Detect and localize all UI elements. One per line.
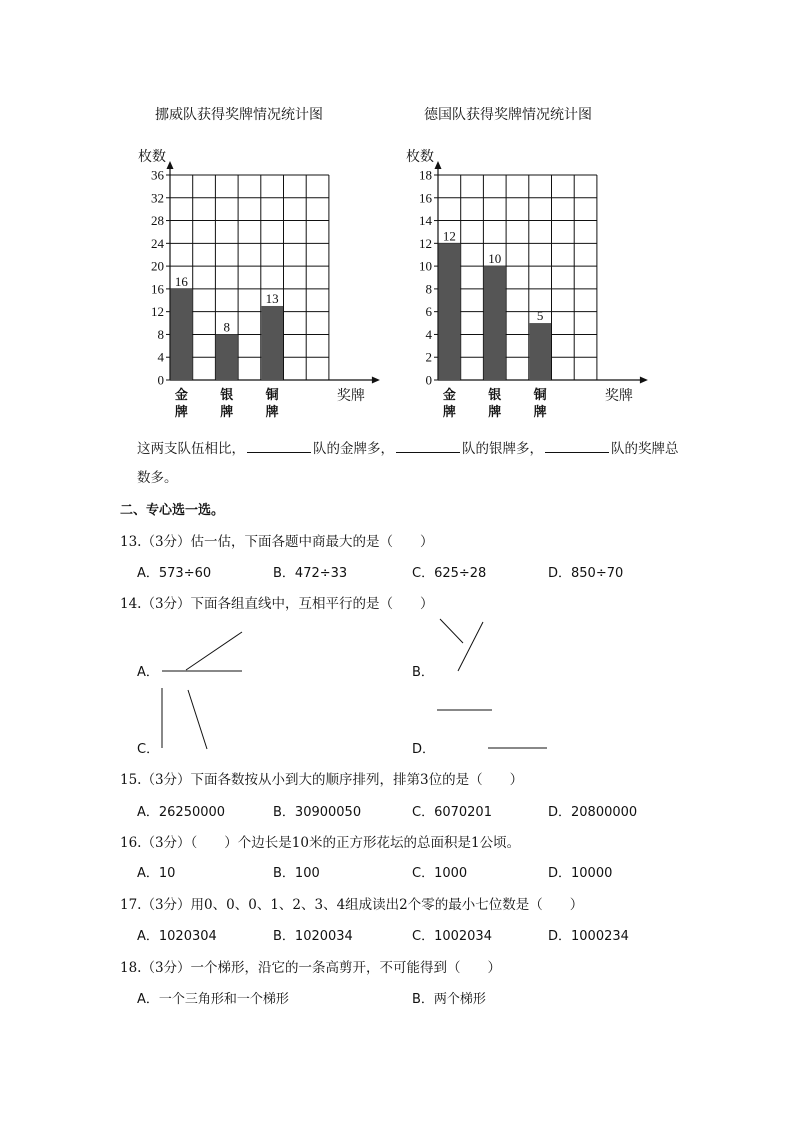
y-tick-label: 18 bbox=[419, 167, 432, 183]
y-axis-label: 枚数 bbox=[406, 150, 434, 165]
category-label: 铜 bbox=[265, 387, 279, 402]
x-axis-label: 奖牌 bbox=[336, 389, 365, 404]
section-title: 二、专心选一选。 bbox=[120, 503, 225, 518]
bar-data-label: 16 bbox=[174, 273, 188, 289]
fill-question-line2: 数多。 bbox=[137, 470, 178, 486]
y-tick-label: 10 bbox=[419, 258, 432, 274]
bar-data-label: 13 bbox=[265, 290, 279, 306]
y-tick-label: 6 bbox=[425, 304, 432, 320]
fill-text-1: 这两支队伍相比， bbox=[137, 441, 245, 457]
y-tick-label: 36 bbox=[151, 167, 164, 183]
bar-data-label: 12 bbox=[442, 228, 456, 244]
q15-option-d[interactable]: D．20800000 bbox=[548, 805, 638, 820]
q15-option-a[interactable]: A．26250000 bbox=[137, 805, 226, 820]
category-label: 银 bbox=[220, 387, 234, 402]
category-label: 牌 bbox=[220, 404, 234, 419]
q17-option-b[interactable]: B．1020034 bbox=[273, 929, 353, 944]
fill-text-3: 队的银牌多， bbox=[462, 441, 543, 457]
q14-b-line-left bbox=[440, 619, 463, 643]
category-label: 牌 bbox=[488, 404, 502, 419]
q18-option-b[interactable]: B．两个梯形 bbox=[412, 992, 486, 1007]
q16-option-a[interactable]: A．10 bbox=[137, 866, 176, 881]
question-16-stem: 16.（3分）（ ）个边长是10米的正方形花坛的总面积是1公顷。 bbox=[120, 835, 521, 851]
y-tick-label: 4 bbox=[157, 349, 164, 365]
y-tick-label: 28 bbox=[151, 213, 164, 229]
y-tick-label: 24 bbox=[151, 235, 164, 251]
q13-option-b[interactable]: B．472÷33 bbox=[273, 566, 348, 581]
y-axis-label: 枚数 bbox=[138, 150, 166, 165]
category-label: 牌 bbox=[442, 404, 456, 419]
y-tick-label: 16 bbox=[419, 190, 432, 206]
y-tick-label: 4 bbox=[425, 326, 432, 342]
bar-data-label: 5 bbox=[536, 308, 544, 324]
question-14-stem: 14.（3分）下面各组直线中，互相平行的是（ ） bbox=[120, 596, 434, 612]
q13-option-c[interactable]: C．625÷28 bbox=[412, 566, 487, 581]
q14-option-d[interactable]: D． bbox=[412, 742, 436, 757]
category-label: 铜 bbox=[533, 387, 547, 402]
q17-option-a[interactable]: A．1020304 bbox=[137, 929, 217, 944]
fill-text-2: 队的金牌多， bbox=[313, 441, 394, 457]
question-17-stem: 17.（3分）用0、0、0、1、2、3、4组成读出2个零的最小七位数是（ ） bbox=[120, 897, 584, 913]
q16-option-d[interactable]: D．10000 bbox=[548, 866, 613, 881]
y-tick-label: 12 bbox=[151, 304, 164, 320]
q16-option-b[interactable]: B．100 bbox=[273, 866, 320, 881]
q14-option-b[interactable]: B． bbox=[412, 665, 434, 680]
category-label: 银 bbox=[488, 387, 502, 402]
category-label: 牌 bbox=[174, 404, 188, 419]
y-tick-label: 2 bbox=[425, 349, 432, 365]
category-label: 牌 bbox=[533, 404, 547, 419]
bar-data-label: 10 bbox=[488, 251, 502, 267]
q14-option-c[interactable]: C． bbox=[137, 742, 160, 757]
q15-option-c[interactable]: C．6070201 bbox=[412, 805, 492, 820]
y-tick-label: 8 bbox=[157, 326, 164, 342]
q16-option-c[interactable]: C．1000 bbox=[412, 866, 468, 881]
question-18-stem: 18.（3分）一个梯形，沿它的一条高剪开，不可能得到（ ） bbox=[120, 960, 502, 976]
x-axis-label: 奖牌 bbox=[604, 389, 633, 404]
y-tick-label: 12 bbox=[419, 235, 432, 251]
y-tick-label: 14 bbox=[419, 213, 432, 229]
category-label: 金 bbox=[442, 387, 456, 402]
bar-data-label: 8 bbox=[223, 319, 230, 335]
question-13-stem: 13.（3分）估一估，下面各题中商最大的是（ ） bbox=[120, 534, 434, 550]
y-tick-label: 32 bbox=[151, 190, 164, 206]
q18-option-a[interactable]: A．一个三角形和一个梯形 bbox=[137, 992, 289, 1007]
y-tick-label: 0 bbox=[425, 372, 432, 388]
y-tick-label: 20 bbox=[151, 258, 164, 274]
q14-option-a[interactable]: A． bbox=[137, 665, 159, 680]
category-label: 金 bbox=[174, 387, 188, 402]
q17-option-c[interactable]: C．1002034 bbox=[412, 929, 492, 944]
q14-a-slant-line bbox=[186, 632, 242, 670]
q17-option-d[interactable]: D．1000234 bbox=[548, 929, 629, 944]
fill-text-4: 队的奖牌总 bbox=[611, 441, 679, 457]
q14-c-slant-line bbox=[188, 690, 207, 749]
q14-b-line-right bbox=[458, 622, 483, 671]
y-tick-label: 16 bbox=[151, 281, 164, 297]
q13-option-d[interactable]: D．850÷70 bbox=[548, 566, 624, 581]
y-tick-label: 0 bbox=[157, 372, 164, 388]
category-label: 牌 bbox=[265, 404, 279, 419]
question-15-stem: 15.（3分）下面各数按从小到大的顺序排列，排第3位的是（ ） bbox=[120, 772, 524, 788]
chart-title-norway: 挪威队获得奖牌情况统计图 bbox=[155, 107, 323, 123]
y-tick-label: 8 bbox=[425, 281, 432, 297]
chart-title-germany: 德国队获得奖牌情况统计图 bbox=[424, 107, 592, 123]
q15-option-b[interactable]: B．30900050 bbox=[273, 805, 362, 820]
q13-option-a[interactable]: A．573÷60 bbox=[137, 566, 212, 581]
